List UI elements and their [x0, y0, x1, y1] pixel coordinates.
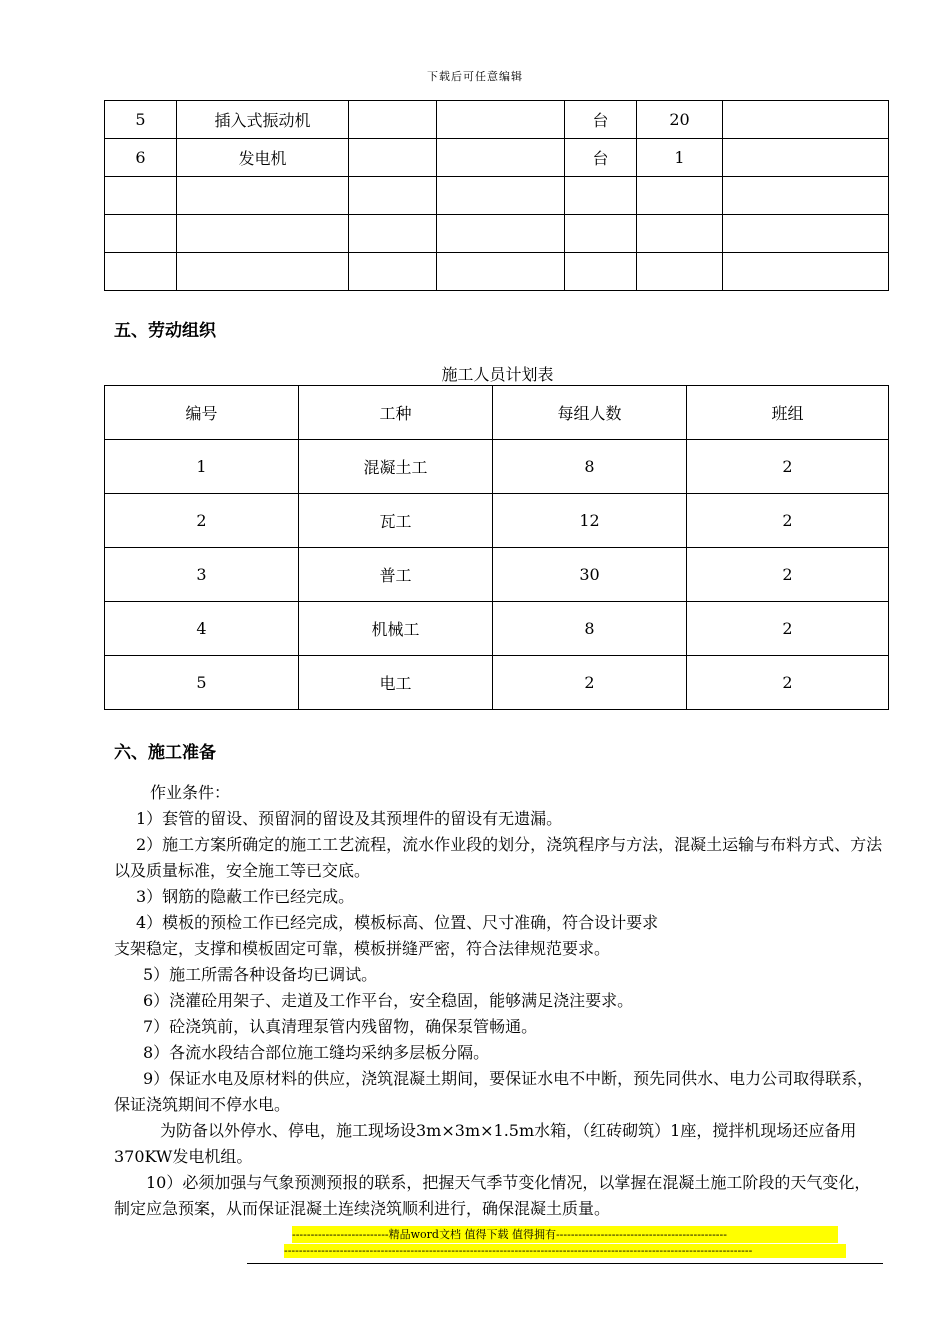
- equipment-row: [105, 253, 889, 291]
- equipment-cell: [723, 101, 889, 139]
- equipment-cell: 6: [105, 139, 177, 177]
- section6-content: [114, 780, 884, 1222]
- equipment-cell: 5: [105, 101, 177, 139]
- equipment-cell: [349, 101, 437, 139]
- labor-cell: 2: [687, 656, 889, 710]
- labor-table-title: 施工人员计划表: [441, 365, 554, 384]
- footer-rule: [247, 1263, 883, 1264]
- equipment-cell: [437, 101, 565, 139]
- labor-cell: 混凝土工: [299, 440, 493, 494]
- equipment-cell: [637, 177, 723, 215]
- labor-row: [105, 548, 889, 602]
- condition-item-3: 3）钢筋的隐蔽工作已经完成。: [136, 887, 355, 906]
- labor-header-cell: 每组人数: [493, 386, 687, 440]
- condition-item-6: 6）浇灌砼用架子、走道及工作平台，安全稳固，能够满足浇注要求。: [143, 991, 634, 1010]
- equipment-cell: [177, 253, 349, 291]
- equipment-row: [105, 215, 889, 253]
- equipment-cell: [349, 139, 437, 177]
- equipment-row: [105, 177, 889, 215]
- equipment-row: [105, 139, 889, 177]
- condition-item-4-cont: 支架稳定，支撑和模板固定可靠，模板拼缝严密，符合法律规范要求。: [114, 939, 611, 958]
- equipment-cell: [637, 215, 723, 253]
- labor-cell: 2: [105, 494, 299, 548]
- equipment-cell: [565, 215, 637, 253]
- intro-text: 作业条件：: [150, 783, 231, 802]
- equipment-cell: [723, 215, 889, 253]
- footer-dashes: ------------------------------------------------------------------------------------------------------------------------------: [284, 1244, 846, 1258]
- labor-cell: 电工: [299, 656, 493, 710]
- equipment-row: [105, 101, 889, 139]
- equipment-cell: [565, 253, 637, 291]
- equipment-cell: [723, 139, 889, 177]
- condition-item-10: 10）必须加强与气象预测预报的联系，把握天气季节变化情况，以掌握在混凝土施工阶段的天气变化，制定应急预案，从而保证混凝土连续浇筑顺利进行，确保混凝土质量。: [114, 1173, 871, 1218]
- labor-cell: 瓦工: [299, 494, 493, 548]
- labor-header-cell: 班组: [687, 386, 889, 440]
- section5-heading: 五、劳动组织: [114, 321, 216, 341]
- labor-header-cell: 工种: [299, 386, 493, 440]
- labor-row: [105, 656, 889, 710]
- equipment-cell: [565, 177, 637, 215]
- equipment-cell: [437, 139, 565, 177]
- equipment-cell: [723, 177, 889, 215]
- labor-table: [104, 385, 889, 710]
- equipment-table: [104, 100, 889, 291]
- backup-power-note: 为防备以外停水、停电，施工现场设3m×3m×1.5m水箱，（红砖砌筑）1座，搅拌机现场还应备用370KW发电机组。: [114, 1121, 857, 1166]
- labor-cell: 5: [105, 656, 299, 710]
- page-header: 下载后可任意编辑: [427, 70, 523, 83]
- labor-cell: 12: [493, 494, 687, 548]
- labor-cell: 2: [493, 656, 687, 710]
- labor-cell: 2: [687, 602, 889, 656]
- condition-item-1: 1）套管的留设、预留洞的留设及其预埋件的留设有无遗漏。: [136, 809, 563, 828]
- condition-item-9: 9）保证水电及原材料的供应，浇筑混凝土期间，要保证水电不中断，预先同供水、电力公司取得联系，保证浇筑期间不停水电。: [114, 1069, 874, 1114]
- labor-cell: 8: [493, 440, 687, 494]
- equipment-cell: [349, 177, 437, 215]
- section6-heading: 六、施工准备: [114, 743, 216, 763]
- labor-row: [105, 440, 889, 494]
- labor-cell: 机械工: [299, 602, 493, 656]
- equipment-cell: [177, 215, 349, 253]
- equipment-cell: [177, 177, 349, 215]
- labor-cell: 2: [687, 494, 889, 548]
- equipment-cell: 发电机: [177, 139, 349, 177]
- condition-item-4: 4）模板的预检工作已经完成，模板标高、位置、尺寸准确，符合设计要求: [136, 913, 659, 932]
- condition-item-8: 8）各流水段结合部位施工缝均采纳多层板分隔。: [143, 1043, 490, 1062]
- equipment-cell: [349, 215, 437, 253]
- equipment-cell: 20: [637, 101, 723, 139]
- labor-row: [105, 494, 889, 548]
- footer-banner: --------------------------精品word文档 值得下载 值得拥有----------------------------------------------: [292, 1226, 838, 1243]
- equipment-cell: [437, 177, 565, 215]
- condition-item-7: 7）砼浇筑前，认真清理泵管内残留物，确保泵管畅通。: [143, 1017, 538, 1036]
- labor-cell: 8: [493, 602, 687, 656]
- condition-item-2: 2）施工方案所确定的施工工艺流程，流水作业段的划分，浇筑程序与方法，混凝土运输与布料方式、方法以及质量标准，安全施工等已交底。: [114, 835, 883, 880]
- equipment-cell: [637, 253, 723, 291]
- condition-item-5: 5）施工所需各种设备均已调试。: [143, 965, 378, 984]
- equipment-cell: [105, 177, 177, 215]
- labor-cell: 2: [687, 548, 889, 602]
- equipment-cell: 1: [637, 139, 723, 177]
- equipment-cell: 台: [565, 139, 637, 177]
- equipment-cell: [349, 253, 437, 291]
- equipment-cell: 插入式振动机: [177, 101, 349, 139]
- labor-cell: 1: [105, 440, 299, 494]
- equipment-cell: [437, 215, 565, 253]
- labor-row: [105, 602, 889, 656]
- labor-cell: 普工: [299, 548, 493, 602]
- labor-cell: 4: [105, 602, 299, 656]
- labor-header-cell: 编号: [105, 386, 299, 440]
- equipment-cell: [105, 253, 177, 291]
- equipment-cell: [437, 253, 565, 291]
- labor-cell: 3: [105, 548, 299, 602]
- labor-cell: 2: [687, 440, 889, 494]
- equipment-cell: 台: [565, 101, 637, 139]
- equipment-cell: [723, 253, 889, 291]
- equipment-cell: [105, 215, 177, 253]
- labor-cell: 30: [493, 548, 687, 602]
